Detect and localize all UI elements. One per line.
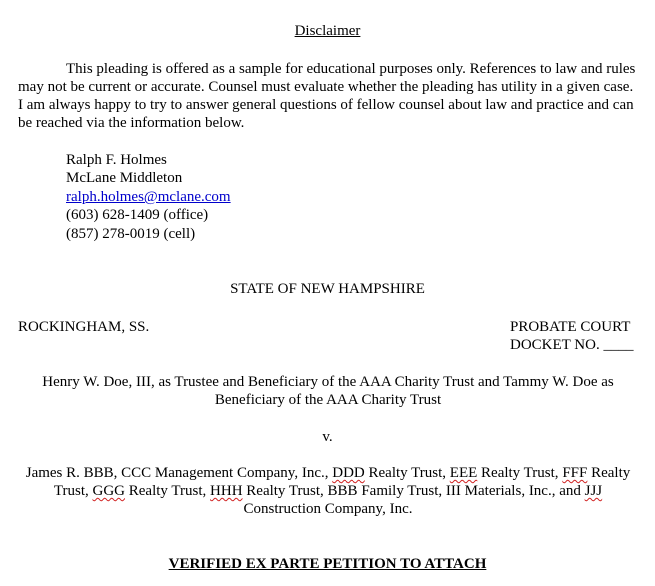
spellcheck-word: FFF <box>562 465 588 481</box>
county-label: ROCKINGHAM, SS. <box>18 319 150 335</box>
spellcheck-word: DDD <box>332 465 365 481</box>
versus-label: v. <box>322 429 333 445</box>
spellcheck-word: JJJ <box>584 483 603 499</box>
spellcheck-word: EEE <box>449 465 478 481</box>
contact-firm: McLane Middleton <box>66 170 183 186</box>
state-heading: STATE OF NEW HAMPSHIRE <box>230 281 425 297</box>
spellcheck-word: HHH <box>210 483 243 499</box>
contact-office-phone: (603) 628-1409 (office) <box>66 207 209 223</box>
plaintiffs-caption: Henry W. Doe, III, as Trustee and Beneficiary of the AAA Charity Trust and Tammy W. Doe as Beneficiary of the AAA Charity Trust <box>42 374 614 408</box>
disclaimer-heading: Disclaimer <box>294 23 361 39</box>
court-name: PROBATE COURT <box>510 319 631 335</box>
contact-cell-phone: (857) 278-0019 (cell) <box>66 226 196 242</box>
contact-name: Ralph F. Holmes <box>66 152 167 168</box>
disclaimer-paragraph: This pleading is offered as a sample for educational purposes only. References to law and rules may not be current or accurate. Counsel must evaluate whether the pleading has utility in a given case. I am always happy to try to answer general questions of fellow counsel about law and practice and can be reached via the information below. <box>18 61 636 131</box>
spellcheck-word: GGG <box>92 483 125 499</box>
defendants-caption: James R. BBB, CCC Management Company, Inc., DDD Realty Trust, EEE Realty Trust, FFF Realty Trust, GGG Realty Trust, HHH Realty Trust, BBB Family Trust, III Materials, Inc., and JJJ Construction Company, Inc. <box>25 465 631 517</box>
document-title: VERIFIED EX PARTE PETITION TO ATTACH <box>168 556 487 572</box>
docket-number: DOCKET NO. ____ <box>510 337 634 353</box>
contact-email-link[interactable]: ralph.holmes@mclane.com <box>66 189 231 205</box>
